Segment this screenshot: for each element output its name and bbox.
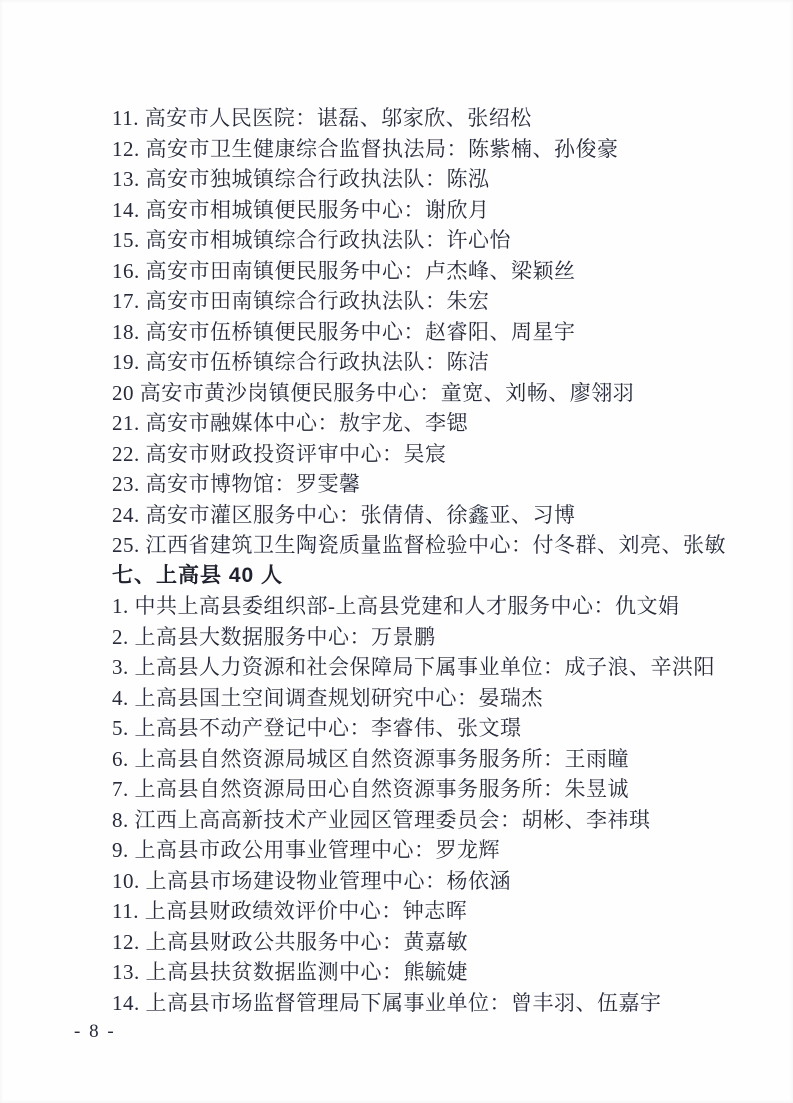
list-item: 2. 上高县大数据服务中心：万景鹏 (112, 624, 436, 649)
page-number: - 8 - (74, 1021, 116, 1042)
list-item: 12. 高安市卫生健康综合监督执法局：陈紫楠、孙俊豪 (112, 136, 619, 161)
list-item: 11. 上高县财政绩效评价中心：钟志晖 (112, 899, 468, 923)
list-item: 20 高安市黄沙岗镇便民服务中心：童宽、刘畅、廖翎羽 (112, 380, 635, 405)
list-item: 15. 高安市相城镇综合行政执法队：许心怡 (112, 228, 511, 252)
list-item: 9. 上高县市政公用事业管理中心：罗龙辉 (112, 838, 500, 862)
list-item: 5. 上高县不动产登记中心：李睿伟、张文璟 (112, 716, 522, 740)
list-item: 25. 江西省建筑卫生陶瓷质量监督检验中心：付冬群、刘亮、张敏 (112, 533, 726, 557)
list-item: 24. 高安市灌区服务中心：张倩倩、徐鑫亚、习博 (112, 502, 576, 527)
list-item: 18. 高安市伍桥镇便民服务中心：赵睿阳、周星宇 (112, 319, 576, 344)
section-heading: 七、上高县 40 人 (112, 563, 284, 587)
list-item: 16. 高安市田南镇便民服务中心：卢杰峰、梁颖丝 (112, 258, 576, 283)
list-item: 13. 高安市独城镇综合行政执法队：陈泓 (112, 167, 490, 191)
list-item: 11. 高安市人民医院：谌磊、邬家欣、张绍松 (112, 106, 532, 130)
list-item: 7. 上高县自然资源局田心自然资源事务服务所：朱昱诚 (112, 777, 629, 801)
list-item: 6. 上高县自然资源局城区自然资源事务服务所：王雨瞳 (112, 746, 629, 771)
list-item: 14. 上高县市场监督管理局下属事业单位：曾丰羽、伍嘉宇 (112, 990, 662, 1015)
list-item: 23. 高安市博物馆：罗雯馨 (112, 472, 361, 496)
list-item: 10. 上高县市场建设物业管理中心：杨依涵 (112, 868, 511, 893)
list-item: 13. 上高县扶贫数据监测中心：熊毓婕 (112, 960, 468, 984)
list-item: 22. 高安市财政投资评审中心：吴宸 (112, 441, 447, 466)
list-item: 8. 江西上高高新技术产业园区管理委员会：胡彬、李祎琪 (112, 807, 651, 832)
list-item: 1. 中共上高县委组织部-上高县党建和人才服务中心：仇文娟 (112, 594, 680, 618)
list-item: 19. 高安市伍桥镇综合行政执法队：陈洁 (112, 350, 490, 374)
list-item: 17. 高安市田南镇综合行政执法队：朱宏 (112, 289, 490, 313)
list-item: 12. 上高县财政公共服务中心：黄嘉敏 (112, 929, 468, 954)
list-item: 3. 上高县人力资源和社会保障局下属事业单位：成子浪、辛洪阳 (112, 655, 715, 679)
document-text-block (112, 103, 762, 1018)
list-item: 4. 上高县国土空间调查规划研究中心：晏瑞杰 (112, 685, 543, 710)
list-item: 14. 高安市相城镇便民服务中心：谢欣月 (112, 197, 490, 222)
list-item: 21. 高安市融媒体中心：敖宇龙、李锶 (112, 411, 468, 435)
